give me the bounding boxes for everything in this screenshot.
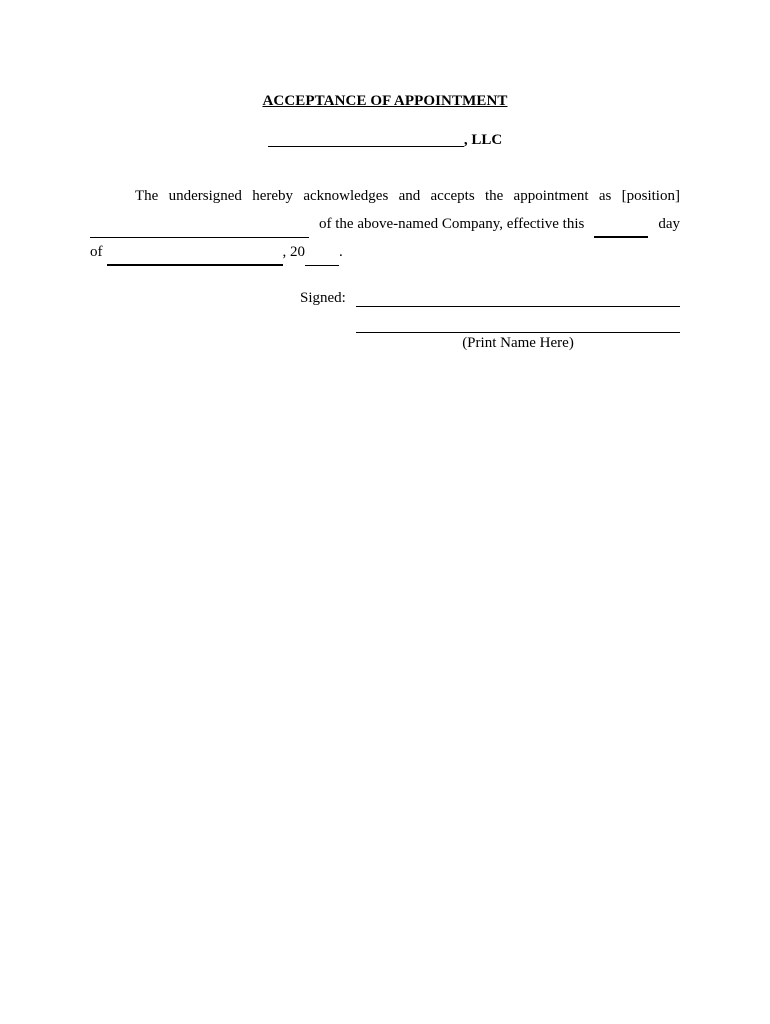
month-blank[interactable] — [107, 248, 283, 266]
paragraph-line-3 — [90, 238, 680, 266]
signature-block — [300, 287, 680, 351]
signature-line[interactable] — [356, 290, 680, 307]
company-name-blank[interactable] — [268, 130, 464, 147]
acceptance-paragraph — [90, 182, 680, 266]
day-blank[interactable] — [594, 220, 648, 238]
paragraph-word: and — [398, 188, 421, 204]
company-name-line — [0, 130, 770, 149]
paragraph-text-middle: of the above-named Company, effective this — [319, 216, 585, 232]
paragraph-line-2 — [90, 210, 680, 238]
year-blank[interactable] — [305, 249, 339, 266]
paragraph-word: [position] — [621, 188, 680, 204]
signed-label: Signed: — [300, 290, 346, 306]
paragraph-word: accepts — [430, 188, 475, 204]
paragraph-line-1 — [90, 182, 680, 210]
paragraph-word: acknowledges — [303, 188, 389, 204]
paragraph-text-of: of — [90, 244, 103, 260]
company-suffix: , LLC — [463, 132, 503, 148]
paragraph-word: appointment — [513, 188, 589, 204]
paragraph-text-period: . — [339, 244, 343, 260]
paragraph-text-day: day — [658, 216, 680, 232]
position-blank[interactable] — [90, 221, 309, 238]
paragraph-word: the — [484, 188, 504, 204]
print-name-caption: (Print Name Here) — [462, 335, 574, 351]
paragraph-text-year: , 20 — [282, 244, 305, 260]
paragraph-word: as — [598, 188, 612, 204]
signed-row — [300, 287, 680, 307]
document-title: ACCEPTANCE OF APPOINTMENT — [262, 93, 508, 109]
paragraph-word: The — [135, 188, 159, 204]
print-name-line[interactable] — [356, 331, 680, 333]
paragraph-word: hereby — [252, 188, 294, 204]
paragraph-word: undersigned — [168, 188, 242, 204]
